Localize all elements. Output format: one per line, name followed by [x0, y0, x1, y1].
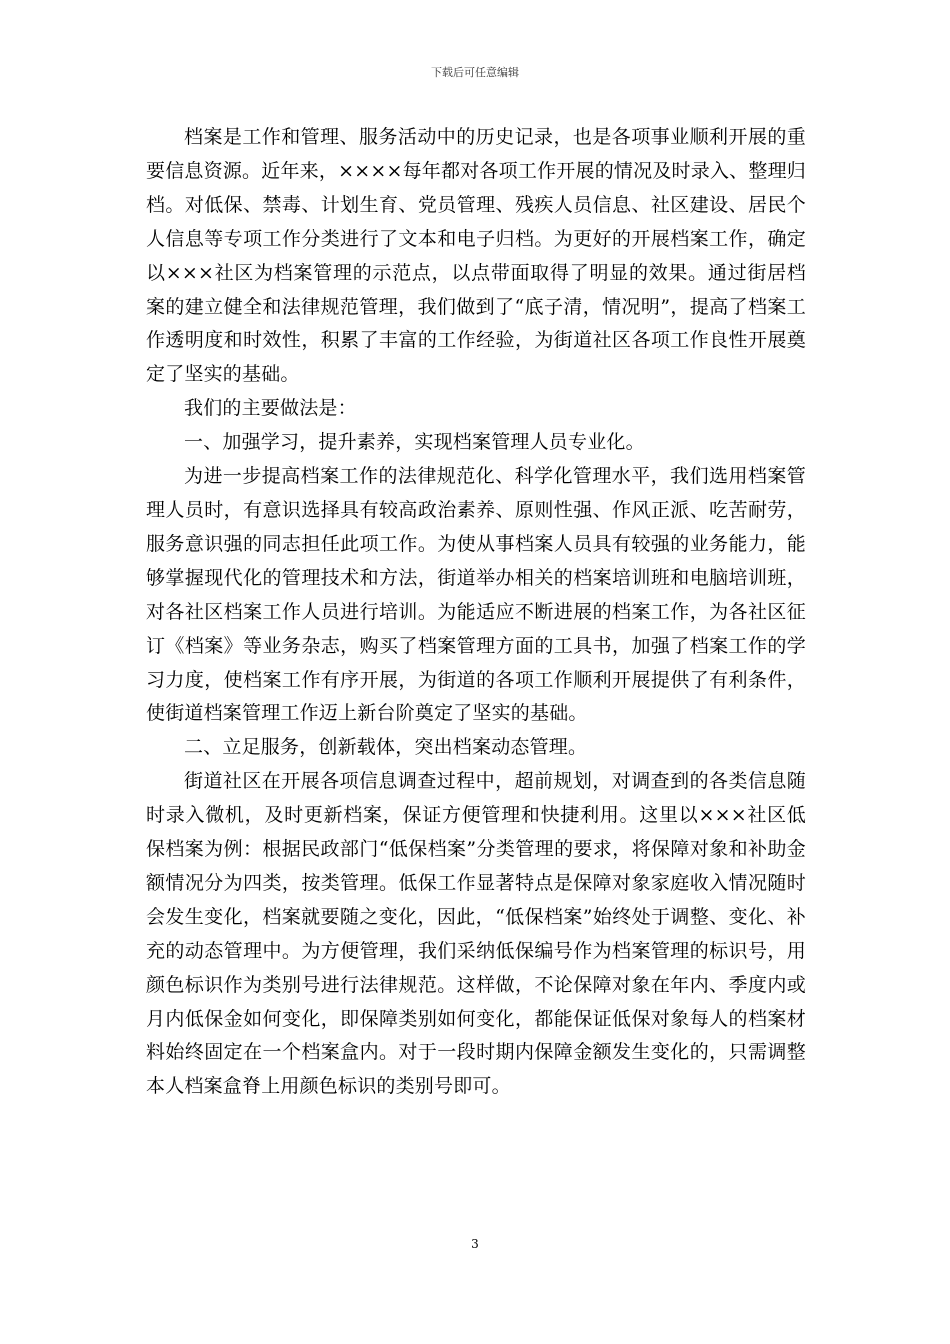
- paragraph-section-2: 街道社区在开展各项信息调查过程中，超前规划，对调查到的各类信息随时录入微机，及时更新档案，保证方便管理和快捷利用。这里以×××社区低保档案为例：根据民政部门“低保档案”分类管理的要求，将保障对象和补助金额情况分为四类，按类管理。低保工作显著特点是保障对象家庭收入情况随时会发生变化，档案就要随之变化，因此，“低保档案”始终处于调整、变化、补充的动态管理中。为方便管理，我们采纳低保编号作为档案管理的标识号，用颜色标识作为类别号进行法律规范。这样做，不论保障对象在年内、季度内或月内低保金如何变化，即保障类别如何变化，都能保证低保对象每人的档案材料始终固定在一个档案盒内。对于一段时期内保障金额发生变化的，只需调整本人档案盒脊上用颜色标识的类别号即可。: [146, 770, 806, 1098]
- page-header: 下载后可任意编辑: [431, 66, 519, 79]
- page-number: 3: [471, 1237, 479, 1251]
- paragraph-intro: 档案是工作和管理、服务活动中的历史记录，也是各项事业顺利开展的重要信息资源。近年来，××××每年都对各项工作开展的情况及时录入、整理归档。对低保、禁毒、计划生育、党员管理、残疾人员信息、社区建设、居民个人信息等专项工作分类进行了文本和电子归档。为更好的开展档案工作，确定以×××社区为档案管理的示范点，以点带面取得了明显的效果。通过街居档案的建立健全和法律规范管理，我们做到了“底子清，情况明”，提高了档案工作透明度和时效性，积累了丰富的工作经验，为街道社区各项工作良性开展奠定了坚实的基础。: [146, 126, 806, 386]
- document-body: [146, 121, 806, 1104]
- section-heading-1: 一、加强学习，提升素养，实现档案管理人员专业化。: [184, 431, 645, 454]
- paragraph-main-methods: 我们的主要做法是：: [184, 397, 357, 420]
- paragraph-section-1: 为进一步提高档案工作的法律规范化、科学化管理水平，我们选用档案管理人员时，有意识选择具有较高政治素养、原则性强、作风正派、吃苦耐劳，服务意识强的同志担任此项工作。为使从事档案人员具有较强的业务能力，能够掌握现代化的管理技术和方法，街道举办相关的档案培训班和电脑培训班，对各社区档案工作人员进行培训。为能适应不断进展的档案工作，为各社区征订《档案》等业务杂志，购买了档案管理方面的工具书，加强了档案工作的学习力度，使档案工作有序开展，为街道的各项工作顺利开展提供了有利条件，使街道档案管理工作迈上新台阶奠定了坚实的基础。: [146, 465, 806, 725]
- section-heading-2: 二、立足服务，创新载体，突出档案动态管理。: [184, 736, 588, 759]
